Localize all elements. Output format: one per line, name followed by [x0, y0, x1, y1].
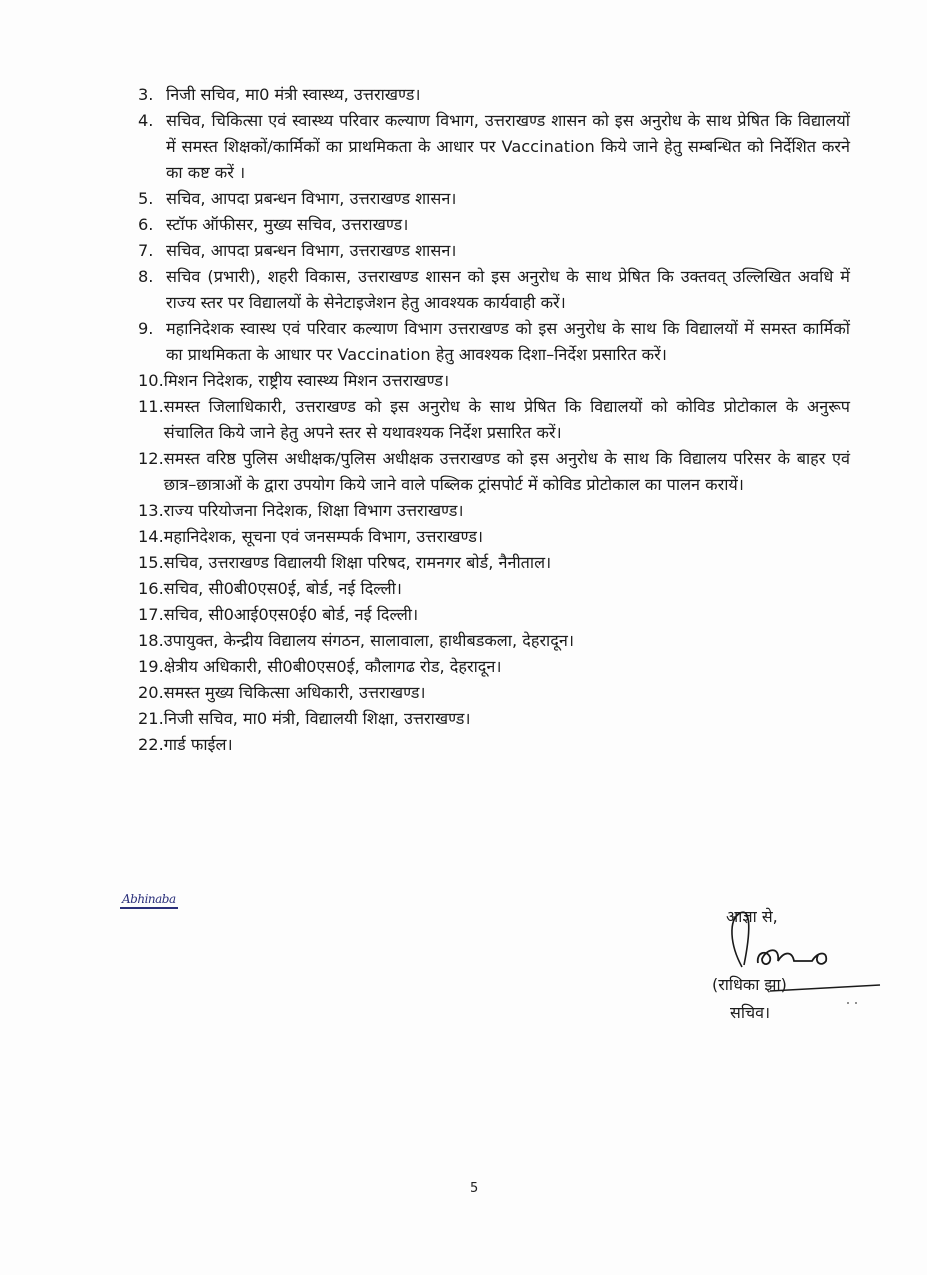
item-number: 22. — [138, 735, 164, 754]
list-item — [138, 446, 850, 498]
item-text: समस्त मुख्य चिकित्सा अधिकारी, उत्तराखण्ड। — [163, 683, 426, 702]
list-item — [138, 316, 850, 368]
list-item — [138, 394, 850, 446]
item-text: सचिव (प्रभारी), शहरी विकास, उत्तराखण्ड शासन को इस अनुरोध के साथ प्रेषित कि उक्तवत् उल्लिखित अवधि में राज्य स्तर पर विद्यालयों के सेनेटाइजेशन हेतु आवश्यक कार्यवाही करें। — [166, 267, 850, 312]
item-number: 11. — [138, 397, 164, 416]
item-text: उपायुक्त, केन्द्रीय विद्यालय संगठन, सालावाला, हाथीबडकला, देहरादून। — [163, 631, 574, 650]
item-number: 10. — [138, 371, 164, 390]
item-text: समस्त वरिष्ठ पुलिस अधीक्षक/पुलिस अधीक्षक उत्तराखण्ड को इस अनुरोध के साथ कि विद्यालय परिसर के बाहर एवं छात्र–छात्राओं के द्वारा उपयोग किये जाने वाले पब्लिक ट्रांसपोर्ट में कोविड प्रोटोकाल का पालन करायें। — [163, 449, 850, 494]
item-number: 13. — [138, 501, 164, 520]
item-number: 3. — [138, 85, 154, 104]
item-text: सचिव, सी0बी0एस0ई, बोर्ड, नई दिल्ली। — [163, 579, 402, 598]
item-text: सचिव, चिकित्सा एवं स्वास्थ्य परिवार कल्याण विभाग, उत्तराखण्ड शासन को इस अनुरोध के साथ प्रेषित कि विद्यालयों में समस्त शिक्षकों/कार्मिकों का प्राथमिकता के आधार पर Vaccination किये जाने हेतु सम्बन्धित को निर्देशित करने का कष्ट करें । — [166, 111, 850, 182]
item-number: 4. — [138, 111, 154, 130]
item-number: 8. — [138, 267, 154, 286]
list-item — [138, 602, 850, 628]
item-text: मिशन निदेशक, राष्ट्रीय स्वास्थ्य मिशन उत्तराखण्ड। — [163, 371, 450, 390]
item-text: गार्ड फाईल। — [163, 735, 233, 754]
list-item — [138, 628, 850, 654]
item-text: सचिव, उत्तराखण्ड विद्यालयी शिक्षा परिषद, रामनगर बोर्ड, नैनीताल। — [163, 553, 552, 572]
item-text: सचिव, आपदा प्रबन्धन विभाग, उत्तराखण्ड शासन। — [166, 189, 457, 208]
list-item — [138, 108, 850, 186]
item-text: निजी सचिव, मा0 मंत्री स्वास्थ्य, उत्तराखण्ड। — [166, 85, 421, 104]
item-number: 5. — [138, 189, 154, 208]
item-text: महानिदेशक स्वास्थ एवं परिवार कल्याण विभाग उत्तराखण्ड को इस अनुरोध के साथ कि विद्यालयों में समस्त कार्मिकों का प्राथमिकता के आधार पर Vaccination हेतु आवश्यक दिशा–निर्देश प्रसारित करें। — [166, 319, 850, 364]
distribution-list — [138, 82, 850, 758]
signatory-name: (राधिका झा) — [712, 975, 787, 994]
item-text: निजी सचिव, मा0 मंत्री, विद्यालयी शिक्षा, उत्तराखण्ड। — [163, 709, 471, 728]
item-number: 16. — [138, 579, 164, 598]
item-number: 7. — [138, 241, 154, 260]
list-item — [138, 732, 850, 758]
signature-block — [700, 905, 900, 1045]
item-text: स्टॉफ ऑफीसर, मुख्य सचिव, उत्तराखण्ड। — [166, 215, 409, 234]
item-text: महानिदेशक, सूचना एवं जनसम्पर्क विभाग, उत्तराखण्ड। — [163, 527, 483, 546]
item-number: 20. — [138, 683, 164, 702]
item-text: सचिव, आपदा प्रबन्धन विभाग, उत्तराखण्ड शासन। — [166, 241, 457, 260]
item-number: 15. — [138, 553, 164, 572]
item-number: 18. — [138, 631, 164, 650]
item-number: 21. — [138, 709, 164, 728]
list-item — [138, 186, 850, 212]
list-item — [138, 550, 850, 576]
item-number: 19. — [138, 657, 164, 676]
item-text: समस्त जिलाधिकारी, उत्तराखण्ड को इस अनुरोध के साथ प्रेषित कि विद्यालयों को कोविड प्रोटोकाल के अनुरूप संचालित किये जाने हेतु अपने स्तर से यथावश्यक निर्देश प्रसारित करें। — [163, 397, 850, 442]
list-item — [138, 212, 850, 238]
item-number: 9. — [138, 319, 154, 338]
list-item — [138, 368, 850, 394]
item-number: 14. — [138, 527, 164, 546]
list-item — [138, 498, 850, 524]
list-item — [138, 524, 850, 550]
item-text: राज्य परियोजना निदेशक, शिक्षा विभाग उत्तराखण्ड। — [163, 501, 464, 520]
signatory-designation: सचिव। — [730, 1003, 771, 1022]
list-item — [138, 680, 850, 706]
list-item — [138, 82, 850, 108]
order-by-text: आज्ञा से, — [726, 907, 778, 926]
page-number: 5 — [470, 1181, 479, 1196]
list-item — [138, 264, 850, 316]
list-item — [138, 706, 850, 732]
item-text: सचिव, सी0आई0एस0ई0 बोर्ड, नई दिल्ली। — [163, 605, 419, 624]
item-number: 17. — [138, 605, 164, 624]
item-number: 6. — [138, 215, 154, 234]
handwritten-initials: Abhinaba — [120, 892, 178, 909]
list-item — [138, 576, 850, 602]
item-number: 12. — [138, 449, 164, 468]
item-text: क्षेत्रीय अधिकारी, सी0बी0एस0ई, कौलागढ रोड, देहरादून। — [163, 657, 502, 676]
list-item — [138, 654, 850, 680]
list-item — [138, 238, 850, 264]
